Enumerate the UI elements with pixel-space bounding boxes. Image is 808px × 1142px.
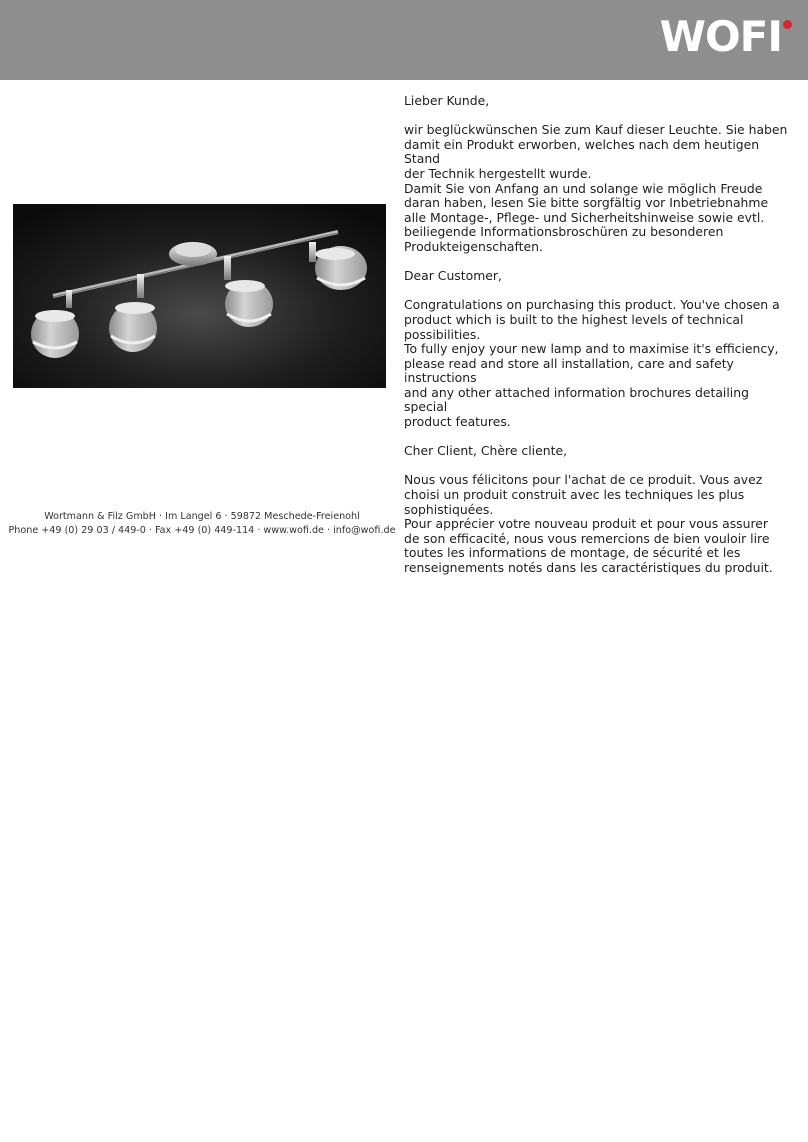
paragraph-german: wir beglückwünschen Sie zum Kauf dieser Leuchte. Sie haben damit ein Produkt erworben, welches nach dem heutigen Stand der Technik hergestellt wurde. Damit Sie von Anfang an und solange wie möglich Freude daran haben, lesen Sie bitte sorgfältig vor Inbetriebnahme alle Montage-, Pflege- und Sicherheitshinweise sowie evtl. beiliegende Informationsbroschüren zu besonderen Produkteigenschaften. [404,122,788,254]
paragraph-french: Nous vous félicitons pour l'achat de ce produit. Vous avez choisi un produit construit avec les techniques les plus sophistiquées. Pour apprécier votre nouveau produit et pour vous assurer de son efficacité, nous vous remercions de bien vouloir lire toutes les informations de montage, de sécurité et les renseignements notés dans les caractéristiques du produit. [404,472,773,575]
logo-dot-icon [783,20,792,29]
greeting-german: Lieber Kunde, [404,93,490,108]
header-bar [0,0,808,80]
greeting-french: Cher Client, Chère cliente, [404,443,568,459]
company-address [8,510,396,538]
address-line: Wortmann & Filz GmbH · Im Langel 6 · 59872 Meschede-Freienohl [44,511,360,522]
greeting-english: Dear Customer, [404,268,502,284]
logo-text: WOFI [659,12,782,61]
product-photo [13,204,386,388]
letter-text [404,94,790,590]
contact-line: Phone +49 (0) 29 03 / 449-0 · Fax +49 (0) 449-114 · www.wofi.de · info@wofi.de [8,525,396,536]
wofi-logo [660,12,792,62]
paragraph-english: Congratulations on purchasing this product. You've chosen a product which is built to the highest levels of technical possibilities. To fully enjoy your new lamp and to maximise it's efficiency, please read and store all installation, care and safety instructions and any other attached information brochures detailing special product features. [404,297,780,430]
